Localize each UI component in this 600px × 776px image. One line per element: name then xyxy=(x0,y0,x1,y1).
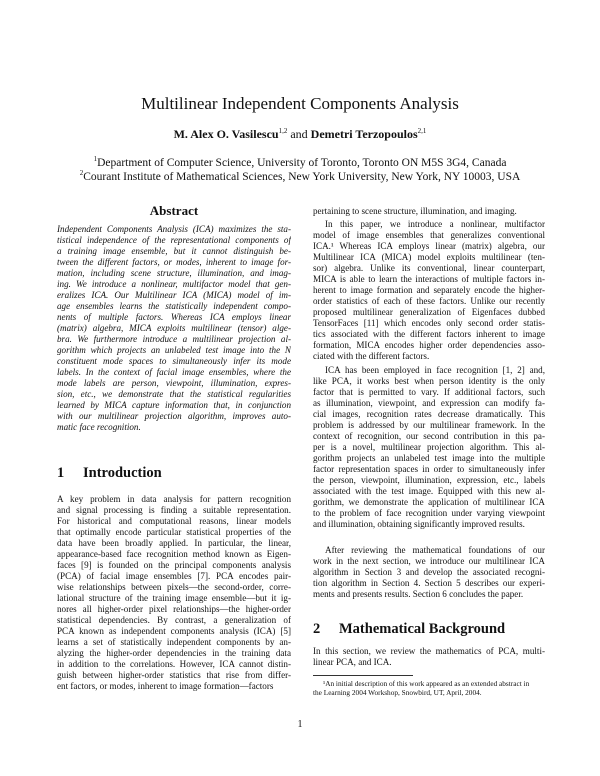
text-line: to the problem of face recognition under varying viewpoint xyxy=(313,508,545,518)
text-line: factor that is permitted to vary. If additional factors, such xyxy=(313,387,545,397)
footnote xyxy=(313,679,545,697)
text-line: guish between higher-order statistics that rise from differ- xyxy=(57,670,291,680)
text-line: tion algorithm in Section 4. Section 5 describes our experi- xyxy=(313,578,545,588)
right-paragraph-1 xyxy=(313,219,545,362)
text-line: constituent mode spaces to simultaneously infer its mode xyxy=(57,356,291,366)
text-line: herent to image formation and separately encode the higher- xyxy=(313,285,545,295)
section-2-body xyxy=(313,646,545,668)
text-line: alyzing the higher-order dependencies in the training data xyxy=(57,648,291,658)
text-line: sion, etc., we demonstrate that the statistical regularities xyxy=(57,389,291,399)
right-paragraph-0 xyxy=(313,206,545,217)
text-line: (matrix) algebra, MICA exploits multilinear (tensor) alge- xyxy=(57,323,291,333)
abstract-body xyxy=(57,224,291,433)
author-terzopoulos: Demetri Terzopoulos xyxy=(310,127,418,141)
text-line: ICA has been employed in face recognition [1, 2] and, xyxy=(325,365,545,375)
author2-affil-marker: 2,1 xyxy=(417,127,427,135)
text-line: After reviewing the mathematical foundations of our xyxy=(325,545,545,555)
text-line: with our multilinear projection algorithm, improves auto- xyxy=(57,411,291,421)
text-line: learns a set of statistically independent components by an- xyxy=(57,637,291,647)
text-line: nents of multiple factors. Whereas ICA employs linear xyxy=(57,312,291,322)
text-line: order statistics of each of these factors. Unlike our recently xyxy=(313,296,545,306)
text-line: algorithm in Section 3 and develop the associated recogni- xyxy=(313,567,545,577)
text-line: that optimally encode particular statistical properties of the xyxy=(57,527,291,537)
affil1-text: Department of Computer Science, University of Toronto, Toronto ON M5S 3G4, Canada xyxy=(97,156,507,169)
text-line: lational structure of the training image ensemble—but it ig- xyxy=(57,593,291,603)
footnote-rule xyxy=(313,675,413,676)
text-line: matic face recognition. xyxy=(57,422,141,432)
text-line: sor) algebra. Unlike its conventional, linear counterpart, xyxy=(313,263,545,273)
section-2-number: 2 xyxy=(313,621,321,637)
text-line: tween the different factors, or modes, inherent to image for- xyxy=(57,257,291,267)
author-conjunction: and xyxy=(290,127,308,141)
text-line: ing. We introduce a nonlinear, multifactor model that gen- xyxy=(57,279,291,289)
text-line: gorithm, we demonstrate the application of multilinear ICA xyxy=(313,497,545,507)
text-line: and signal processing is finding a suitable representation. xyxy=(57,505,291,515)
text-line: mation, including scene structure, illumination, and imag- xyxy=(57,268,291,278)
introduction-body xyxy=(57,494,291,692)
text-line: per is a novel, multilinear projection algorithm. This al- xyxy=(313,442,545,452)
text-line: model of image ensembles that generalizes conventional xyxy=(313,230,545,240)
affil2-text: Courant Institute of Mathematical Sciences, New York University, New York, NY 10003, USA xyxy=(83,170,521,183)
author-vasilescu: M. Alex O. Vasilescu xyxy=(173,127,279,141)
text-line: work in the next section, we introduce our multilinear ICA xyxy=(313,556,545,566)
affil1-marker: 1 xyxy=(93,155,98,163)
text-line: ments and presents results. Section 6 concludes the paper. xyxy=(313,589,524,599)
text-line: problem is addressed by our multilinear framework. In the xyxy=(313,420,545,430)
section-1-heading xyxy=(57,465,291,482)
text-line: Multilinear ICA (MICA) model exploits multilinear (ten- xyxy=(313,252,545,262)
affiliation-nyu xyxy=(0,166,600,184)
text-line: the Learning 2004 Workshop, Snowbird, UT, April, 2004. xyxy=(313,688,482,697)
text-line: data have been broadly applied. In particular, the linear, xyxy=(57,538,291,548)
author1-affil-marker: 1,2 xyxy=(278,127,288,135)
paper-title: Multilinear Independent Components Analysis xyxy=(141,94,459,113)
text-line: pertaining to scene structure, illumination, and imaging. xyxy=(313,206,517,216)
text-line: tics associated with the different factors inherent to image xyxy=(313,329,545,339)
author-line xyxy=(0,127,600,142)
section-2-title: Mathematical Background xyxy=(339,621,506,637)
text-line: wise relationships between pixels—the second-order, corre- xyxy=(57,582,291,592)
text-line: context of recognition, our second contribution in this pa- xyxy=(313,431,545,441)
text-line: statistical dependencies. By contrast, a generalization of xyxy=(57,615,291,625)
text-line: TensorFaces [11] which encodes only second order statis- xyxy=(313,318,545,328)
text-line: in addition to the correlations. However, ICA cannot distin- xyxy=(57,659,291,669)
text-line: bra. We furthermore introduce a multilinear projection al- xyxy=(57,334,291,344)
section-1-title: Introduction xyxy=(83,465,162,481)
text-line: Independent Components Analysis (ICA) maximizes the sta- xyxy=(57,224,291,234)
text-line: ¹An initial description of this work appeared as an extended abstract in xyxy=(323,679,530,688)
text-line: ICA.¹ Whereas ICA employs linear (matrix) algebra, our xyxy=(313,241,545,251)
abstract-heading: Abstract xyxy=(149,203,199,218)
text-line: learned by MICA capture information that, in conjunction xyxy=(57,400,291,410)
text-line: labels. In the context of facial image ensembles, where the xyxy=(57,367,291,377)
section-1-number: 1 xyxy=(57,465,65,481)
affil2-marker: 2 xyxy=(79,169,84,177)
text-line: like PCA, it works best when person identity is the only xyxy=(313,376,545,386)
text-line: In this section, we review the mathematics of PCA, multi- xyxy=(313,646,545,656)
abstract-heading-block xyxy=(57,203,291,219)
text-line: A key problem in data analysis for pattern recognition xyxy=(57,494,291,504)
text-line: proposed multilinear generalization of Eigenfaces dubbed xyxy=(313,307,545,317)
text-line: linear PCA, and ICA. xyxy=(313,657,392,667)
text-line: PCA known as independent components analysis (ICA) [5] xyxy=(57,626,291,636)
text-line: eralizes ICA. Our Multilinear ICA (MICA) model of im- xyxy=(57,290,291,300)
text-line: (PCA) of facial image ensembles [7]. PCA encodes pair- xyxy=(57,571,291,581)
text-line: age ensembles learns the statistically independent compo- xyxy=(57,301,291,311)
text-line: associated with the test image. Equipped with this new al- xyxy=(313,486,545,496)
text-line: and illumination, obtaining significantly improved results. xyxy=(313,519,525,529)
text-line: gorithm projects an unlabeled test image into the multiple xyxy=(313,453,545,463)
text-line: cial images, recognition rates decrease dramatically. This xyxy=(313,409,545,419)
text-line: nores all higher-order pixel relationships—the higher-order xyxy=(57,604,291,614)
text-line: MICA is able to learn the interactions of multiple factors in- xyxy=(313,274,545,284)
text-line: mode labels are person, viewpoint, illumination, expres- xyxy=(57,378,291,388)
text-line: gorithm which projects an unlabeled test image into the N xyxy=(57,345,291,355)
page-number: 1 xyxy=(297,719,303,730)
section-2-heading xyxy=(313,621,545,638)
text-line: ciated with the different factors. xyxy=(313,351,430,361)
text-line: the person, viewpoint, illumination, expression, etc., labels xyxy=(313,475,545,485)
text-line: factor representation spaces in order to simultaneously infer xyxy=(313,464,545,474)
text-line: For historical and computational reasons, linear models xyxy=(57,516,291,526)
right-paragraph-3 xyxy=(313,545,545,600)
text-line: tistical independence of the representational components of xyxy=(57,235,291,245)
text-line: as illumination, viewpoint, and expression can modify fa- xyxy=(313,398,545,408)
text-line: ent factors, or modes, inherent to image formation—factors xyxy=(57,681,274,691)
text-line: a training image ensemble, but it cannot distinguish be- xyxy=(57,246,291,256)
text-line: appearance-based face recognition method known as Eigen- xyxy=(57,549,291,559)
text-line: In this paper, we introduce a nonlinear, multifactor xyxy=(325,219,545,229)
right-paragraph-2 xyxy=(313,365,545,530)
text-line: formation, MICA encodes higher order dependencies asso- xyxy=(313,340,545,350)
text-line: faces [9] is founded on the principal components analysis xyxy=(57,560,291,570)
